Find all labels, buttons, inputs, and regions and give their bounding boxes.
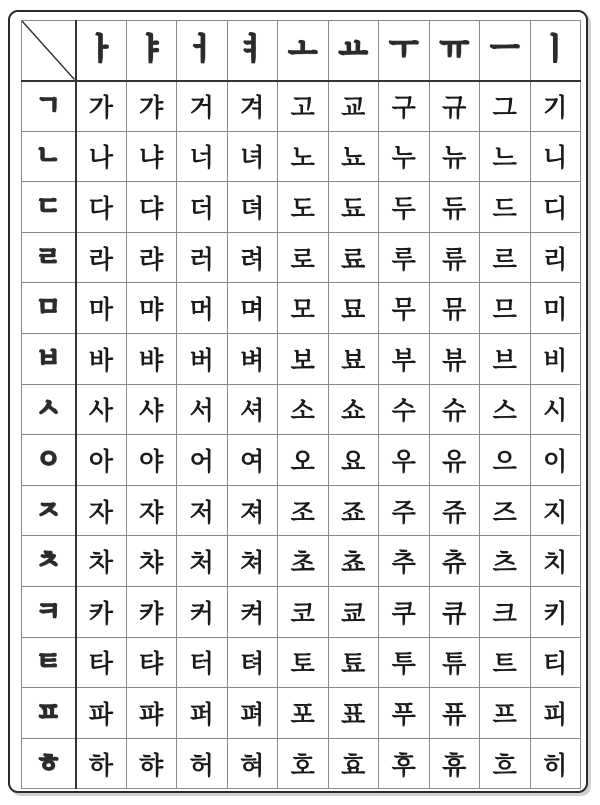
syllable-cell: 슈	[429, 384, 480, 435]
consonant-siot-icon: ㅅ	[35, 394, 61, 425]
syllable-cell: 뎌	[227, 182, 278, 233]
syllable-cell: 티	[530, 637, 581, 688]
syllable-cell: 타	[76, 637, 127, 688]
syllable-cell: 노	[278, 131, 329, 182]
syllable-cell: 커	[177, 586, 228, 637]
vowel-u-icon: ㅜ	[389, 32, 419, 68]
syllable-cell: 어	[177, 435, 228, 486]
syllable-cell: 며	[227, 283, 278, 334]
consonant-header-cell	[22, 131, 76, 182]
syllable-cell: 파	[76, 688, 127, 739]
syllable-cell: 다	[76, 182, 127, 233]
syllable-cell: 그	[480, 81, 531, 132]
syllable-cell: 더	[177, 182, 228, 233]
vowel-header-cell	[530, 21, 581, 81]
syllable-cell: 으	[480, 435, 531, 486]
table-row	[22, 182, 581, 233]
syllable-cell: 튜	[429, 637, 480, 688]
syllable-cell: 먀	[126, 283, 177, 334]
corner-cell	[22, 21, 76, 81]
syllable-cell: 기	[530, 81, 581, 132]
consonant-header-cell	[22, 232, 76, 283]
vowel-header-row	[22, 21, 581, 81]
syllable-cell: 쟈	[126, 485, 177, 536]
table-row	[22, 333, 581, 384]
table-row	[22, 131, 581, 182]
consonant-header-cell	[22, 81, 76, 132]
syllable-cell: 모	[278, 283, 329, 334]
table-row	[22, 283, 581, 334]
consonant-pieup-icon: ㅍ	[35, 697, 61, 728]
syllable-cell: 야	[126, 435, 177, 486]
vowel-eo-icon: ㅓ	[187, 32, 217, 68]
vowel-eu-icon: ㅡ	[490, 32, 520, 68]
syllable-cell: 츄	[429, 536, 480, 587]
syllable-cell: 너	[177, 131, 228, 182]
syllable-cell: 우	[379, 435, 430, 486]
syllable-cell: 차	[76, 536, 127, 587]
consonant-header-cell	[22, 586, 76, 637]
syllable-cell: 소	[278, 384, 329, 435]
syllable-cell: 터	[177, 637, 228, 688]
syllable-cell: 교	[328, 81, 379, 132]
syllable-cell: 펴	[227, 688, 278, 739]
syllable-cell: 느	[480, 131, 531, 182]
table-row	[22, 586, 581, 637]
syllable-cell: 뷰	[429, 333, 480, 384]
syllable-cell: 가	[76, 81, 127, 132]
consonant-header-cell	[22, 637, 76, 688]
vowel-header-cell	[177, 21, 228, 81]
syllable-cell: 주	[379, 485, 430, 536]
syllable-cell: 므	[480, 283, 531, 334]
syllable-cell: 휴	[429, 738, 480, 789]
syllable-cell: 뵤	[328, 333, 379, 384]
table-row	[22, 637, 581, 688]
vowel-header-cell	[227, 21, 278, 81]
vowel-header-cell	[76, 21, 127, 81]
vowel-header-cell	[480, 21, 531, 81]
syllable-cell: 큐	[429, 586, 480, 637]
syllable-cell: 두	[379, 182, 430, 233]
syllable-cell: 벼	[227, 333, 278, 384]
syllable-cell: 켜	[227, 586, 278, 637]
syllable-cell: 투	[379, 637, 430, 688]
syllable-cell: 무	[379, 283, 430, 334]
syllable-cell: 져	[227, 485, 278, 536]
syllable-cell: 즈	[480, 485, 531, 536]
consonant-header-cell	[22, 688, 76, 739]
syllable-cell: 댜	[126, 182, 177, 233]
syllable-cell: 쵸	[328, 536, 379, 587]
syllable-cell: 푸	[379, 688, 430, 739]
syllable-cell: 추	[379, 536, 430, 587]
vowel-yo-icon: ㅛ	[338, 32, 368, 68]
syllable-cell: 죠	[328, 485, 379, 536]
syllable-cell: 냐	[126, 131, 177, 182]
syllable-cell: 키	[530, 586, 581, 637]
syllable-cell: 수	[379, 384, 430, 435]
syllable-cell: 서	[177, 384, 228, 435]
syllable-cell: 흐	[480, 738, 531, 789]
hangul-syllable-table	[21, 20, 581, 789]
syllable-cell: 누	[379, 131, 430, 182]
table-row	[22, 384, 581, 435]
vowel-yeo-icon: ㅕ	[237, 32, 267, 68]
syllable-cell: 나	[76, 131, 127, 182]
syllable-cell: 마	[76, 283, 127, 334]
syllable-cell: 표	[328, 688, 379, 739]
table-row	[22, 688, 581, 739]
syllable-cell: 샤	[126, 384, 177, 435]
syllable-cell: 오	[278, 435, 329, 486]
syllable-cell: 히	[530, 738, 581, 789]
syllable-cell: 료	[328, 232, 379, 283]
syllable-cell: 미	[530, 283, 581, 334]
syllable-cell: 러	[177, 232, 228, 283]
syllable-cell: 랴	[126, 232, 177, 283]
consonant-header-cell	[22, 536, 76, 587]
consonant-hieut-icon: ㅎ	[35, 748, 61, 779]
syllable-cell: 됴	[328, 182, 379, 233]
vowel-a-icon: ㅏ	[86, 32, 116, 68]
syllable-cell: 뉴	[429, 131, 480, 182]
consonant-header-cell	[22, 182, 76, 233]
syllable-cell: 로	[278, 232, 329, 283]
syllable-cell: 쿄	[328, 586, 379, 637]
syllable-cell: 코	[278, 586, 329, 637]
syllable-cell: 요	[328, 435, 379, 486]
syllable-cell: 자	[76, 485, 127, 536]
syllable-cell: 바	[76, 333, 127, 384]
consonant-digeut-icon: ㄷ	[35, 191, 61, 222]
vowel-header-cell	[328, 21, 379, 81]
syllable-cell: 비	[530, 333, 581, 384]
consonant-bieup-icon: ㅂ	[35, 343, 61, 374]
syllable-cell: 유	[429, 435, 480, 486]
syllable-cell: 루	[379, 232, 430, 283]
syllable-cell: 처	[177, 536, 228, 587]
syllable-cell: 셔	[227, 384, 278, 435]
syllable-cell: 트	[480, 637, 531, 688]
syllable-cell: 스	[480, 384, 531, 435]
syllable-cell: 텨	[227, 637, 278, 688]
syllable-cell: 브	[480, 333, 531, 384]
syllable-cell: 초	[278, 536, 329, 587]
vowel-header-cell	[126, 21, 177, 81]
table-row	[22, 485, 581, 536]
vowel-o-icon: ㅗ	[288, 32, 318, 68]
consonant-header-cell	[22, 333, 76, 384]
syllable-cell: 퓨	[429, 688, 480, 739]
syllable-cell: 듀	[429, 182, 480, 233]
syllable-cell: 드	[480, 182, 531, 233]
table-row	[22, 435, 581, 486]
consonant-tieut-icon: ㅌ	[35, 647, 61, 678]
syllable-cell: 치	[530, 536, 581, 587]
consonant-ieung-icon: ㅇ	[35, 444, 61, 475]
syllable-cell: 사	[76, 384, 127, 435]
syllable-cell: 프	[480, 688, 531, 739]
syllable-cell: 부	[379, 333, 430, 384]
syllable-cell: 버	[177, 333, 228, 384]
syllable-cell: 퍼	[177, 688, 228, 739]
syllable-cell: 여	[227, 435, 278, 486]
syllable-cell: 묘	[328, 283, 379, 334]
syllable-cell: 보	[278, 333, 329, 384]
syllable-cell: 크	[480, 586, 531, 637]
syllable-cell: 쿠	[379, 586, 430, 637]
syllable-cell: 시	[530, 384, 581, 435]
syllable-cell: 효	[328, 738, 379, 789]
syllable-cell: 챠	[126, 536, 177, 587]
syllable-cell: 갸	[126, 81, 177, 132]
syllable-cell: 피	[530, 688, 581, 739]
syllable-cell: 뮤	[429, 283, 480, 334]
consonant-header-cell	[22, 384, 76, 435]
syllable-cell: 겨	[227, 81, 278, 132]
syllable-cell: 규	[429, 81, 480, 132]
corner-diagonal-line	[22, 21, 75, 80]
syllable-cell: 거	[177, 81, 228, 132]
table-row	[22, 536, 581, 587]
syllable-cell: 아	[76, 435, 127, 486]
consonant-chieut-icon: ㅊ	[35, 546, 61, 577]
syllable-cell: 혀	[227, 738, 278, 789]
syllable-cell: 뱌	[126, 333, 177, 384]
syllable-cell: 허	[177, 738, 228, 789]
table-row	[22, 232, 581, 283]
consonant-rieul-icon: ㄹ	[35, 242, 61, 273]
syllable-cell: 카	[76, 586, 127, 637]
syllable-cell: 머	[177, 283, 228, 334]
syllable-cell: 류	[429, 232, 480, 283]
vowel-ya-icon: ㅑ	[136, 32, 166, 68]
syllable-cell: 저	[177, 485, 228, 536]
syllable-cell: 후	[379, 738, 430, 789]
vowel-header-cell	[278, 21, 329, 81]
syllable-cell: 라	[76, 232, 127, 283]
syllable-cell: 이	[530, 435, 581, 486]
vowel-yu-icon: ㅠ	[439, 32, 469, 68]
syllable-cell: 조	[278, 485, 329, 536]
syllable-cell: 뇨	[328, 131, 379, 182]
consonant-header-cell	[22, 435, 76, 486]
consonant-header-cell	[22, 738, 76, 789]
syllable-cell: 캬	[126, 586, 177, 637]
syllable-cell: 고	[278, 81, 329, 132]
syllable-cell: 퍄	[126, 688, 177, 739]
consonant-jieut-icon: ㅈ	[35, 495, 61, 526]
syllable-cell: 포	[278, 688, 329, 739]
syllable-cell: 구	[379, 81, 430, 132]
consonant-mieum-icon: ㅁ	[35, 293, 61, 324]
syllable-cell: 쇼	[328, 384, 379, 435]
syllable-cell: 탸	[126, 637, 177, 688]
table-row	[22, 738, 581, 789]
syllable-cell: 토	[278, 637, 329, 688]
syllable-cell: 려	[227, 232, 278, 283]
syllable-cell: 지	[530, 485, 581, 536]
vowel-header-cell	[379, 21, 430, 81]
consonant-kieuk-icon: ㅋ	[35, 596, 61, 627]
vowel-header-cell	[429, 21, 480, 81]
syllable-cell: 쥬	[429, 485, 480, 536]
syllable-cell: 도	[278, 182, 329, 233]
consonant-nieun-icon: ㄴ	[35, 141, 61, 172]
consonant-giyeok-icon: ㄱ	[35, 91, 61, 122]
syllable-cell: 쳐	[227, 536, 278, 587]
table-row	[22, 81, 581, 132]
syllable-cell: 츠	[480, 536, 531, 587]
syllable-cell: 녀	[227, 131, 278, 182]
syllable-cell: 햐	[126, 738, 177, 789]
syllable-cell: 르	[480, 232, 531, 283]
vowel-i-icon: ㅣ	[540, 32, 570, 68]
hangul-chart-frame	[8, 10, 588, 793]
consonant-header-cell	[22, 485, 76, 536]
syllable-cell: 리	[530, 232, 581, 283]
syllable-cell: 디	[530, 182, 581, 233]
syllable-cell: 니	[530, 131, 581, 182]
consonant-header-cell	[22, 283, 76, 334]
syllable-cell: 하	[76, 738, 127, 789]
syllable-cell: 툐	[328, 637, 379, 688]
syllable-cell: 호	[278, 738, 329, 789]
